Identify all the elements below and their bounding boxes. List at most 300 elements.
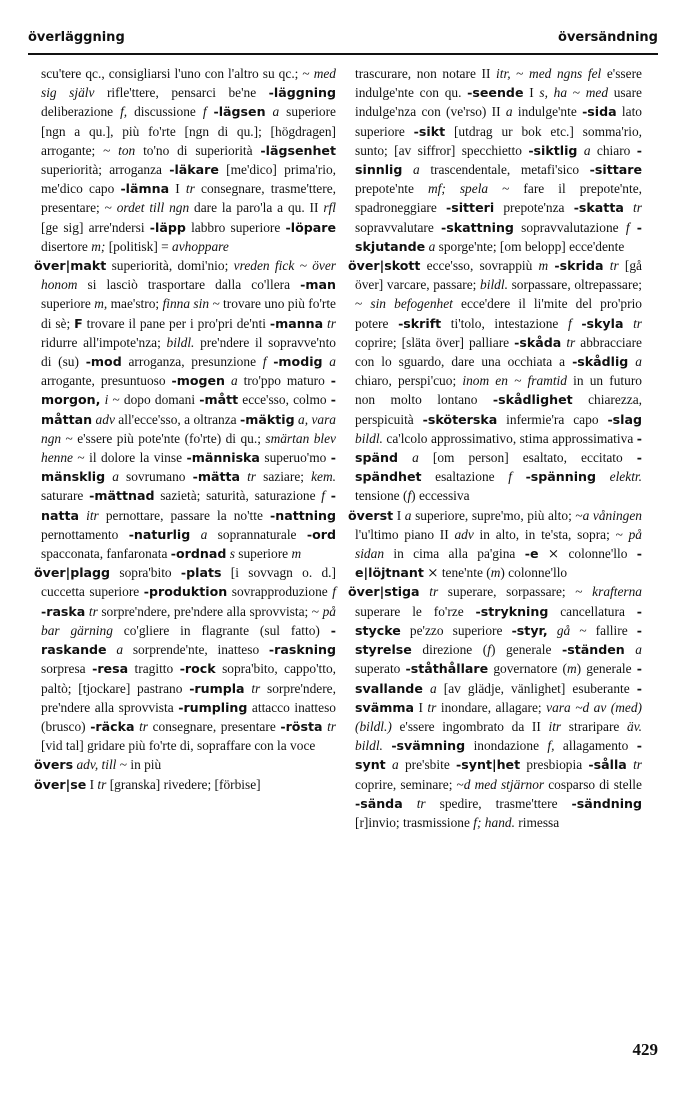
entry-text <box>625 642 636 657</box>
entry-text: in cima alla pa'gina <box>384 546 525 562</box>
entry-text: sovrumano <box>118 469 193 485</box>
entry-text: I <box>523 85 540 101</box>
entry-text: chiaro <box>590 142 637 158</box>
entry-text: prepote'nte <box>355 181 428 197</box>
entry-text: [utdrag ur bok etc.] somma'rio, sunto; [av siffror] specchietto <box>355 123 642 158</box>
entry-text: prepote'nza <box>494 200 574 216</box>
headword: -läkare <box>169 162 219 178</box>
entry-text: cosparso di stelle <box>544 776 642 792</box>
italic-text: tr <box>633 757 642 773</box>
header-right-guide-word: översändning <box>558 30 658 45</box>
entry-text: superiore [ngn a qu.], più fo'rte [ngn di qu.]; [högdragen] arrogante; ~ <box>41 104 336 158</box>
headword: -skatta <box>573 200 624 216</box>
headword: -morgon, <box>41 373 336 408</box>
entry-text <box>398 450 412 465</box>
entry-text: pe'zzo superiore <box>400 622 512 638</box>
headword: -nattning <box>270 507 336 523</box>
headword: -lägsenhet <box>260 142 336 158</box>
headword: -synt <box>355 738 642 773</box>
entry-text: [vid tal] gridare più fo'rte di, sopraffare con la voce <box>41 738 316 754</box>
entry-text: infermie'ra capo <box>497 411 608 427</box>
headword: -sittare <box>589 162 642 178</box>
headword: -manna <box>269 315 324 331</box>
italic-text: f, <box>120 104 128 120</box>
entry-text: coprire; [släta över] palliare <box>355 334 515 350</box>
entry-text: ecce'sso, sovrappiù <box>420 258 539 274</box>
entry-text: superiore, supre'mo, più alto; ~ <box>411 507 583 523</box>
italic-text: f <box>625 219 630 235</box>
headword: -ständen <box>561 642 625 658</box>
entry-text: pre'sbite <box>398 757 457 773</box>
entry-text: [gå över] varcare, passare; <box>355 258 642 293</box>
entry-text: trovare uno più fo'rte di sè; <box>41 296 336 331</box>
headword: -rock <box>179 661 216 677</box>
entry-text: discussione <box>127 104 203 120</box>
italic-text: m <box>291 546 302 562</box>
entry-text: sovrapproduzione <box>227 584 333 600</box>
entry-text: soprannaturale <box>207 526 307 542</box>
italic-text: a <box>329 354 336 370</box>
italic-text: finna sin ~ <box>162 296 220 312</box>
entry-text: chiarezza, perspicuità <box>355 392 642 427</box>
entry-text: saziare; <box>256 469 312 485</box>
italic-text: itr <box>86 507 99 523</box>
headword: -mogen <box>171 373 226 389</box>
italic-text: adv <box>95 411 115 427</box>
headword: -måttan <box>41 392 336 427</box>
entry-text: superato <box>355 661 406 677</box>
italic-text: f <box>567 315 572 331</box>
italic-text: mf; spela <box>427 181 489 197</box>
entry-text: [me'dico] prima'rio, me'dico capo <box>41 162 336 197</box>
entry-text <box>190 527 200 542</box>
italic-text: elektr. <box>609 469 642 485</box>
entry-text: pernottare, passare la no'tte <box>98 507 270 523</box>
headword: -sinnlig <box>355 142 643 178</box>
headword: -lägsen <box>213 104 266 120</box>
entry-text: labbro superiore <box>185 219 286 235</box>
headword: -raskande <box>41 622 336 658</box>
entry-text: e'ssere indulge'nte con qu. <box>355 66 642 101</box>
italic-text: i <box>104 392 109 408</box>
headword: -styrelse <box>355 622 642 658</box>
entry-text: co'gliere in flagrante (sul fatto) <box>112 622 331 638</box>
italic-text: ton <box>118 142 136 158</box>
headword: -sitteri <box>446 200 495 216</box>
entry-text: sazietà; saturità, saturazione <box>154 488 322 504</box>
entry-text: superare le fo'rze <box>355 603 476 619</box>
entry-text: tro'ppo maturo <box>237 373 331 389</box>
entry-text: [av glädje, vänlighet] esuberante <box>436 680 637 696</box>
italic-text: gå <box>556 622 571 638</box>
headword: -sida <box>582 104 617 120</box>
italic-text: a <box>413 162 420 178</box>
entry-text: ) eccessiva <box>411 488 470 504</box>
entry-text: tragitto <box>128 661 180 677</box>
running-header <box>28 26 658 48</box>
entry-text: straripare <box>561 718 627 734</box>
entry-text: e'ssere ingombrato da II <box>391 718 549 734</box>
italic-text: m, <box>94 296 108 312</box>
dictionary-entry <box>34 256 336 563</box>
italic-text: a <box>505 104 513 120</box>
headword: -rumpling <box>178 699 248 715</box>
italic-text: a <box>272 104 280 120</box>
entry-text: dare la paro'la a qu. II <box>189 200 324 216</box>
headword: -stycke <box>355 603 642 638</box>
entry-text: in alto, in te'sta, sopra; ~ <box>473 526 629 542</box>
entry-text <box>623 316 633 331</box>
entry-text: direzione ( <box>411 642 488 658</box>
headword: -mättnad <box>89 488 155 504</box>
headword: -e|löjtnant <box>355 546 642 581</box>
italic-text: tr <box>633 315 642 331</box>
entry-text: deliberazione <box>41 104 121 120</box>
dictionary-entry <box>34 775 336 794</box>
entry-text: superiore <box>41 296 95 312</box>
headword: över|plagg <box>34 565 111 581</box>
headword: -sköterska <box>422 411 498 427</box>
headword: -plats <box>180 565 222 581</box>
italic-text: bildl. <box>480 277 508 293</box>
entry-text: l'u'ltimo piano II <box>355 526 455 542</box>
entry-text: trascendentale, metafi'sico <box>419 162 590 178</box>
italic-text: vreden fick ~ över honom <box>41 258 336 293</box>
headword: -raskning <box>268 642 336 658</box>
italic-text: tr <box>429 584 439 600</box>
italic-text: f <box>332 584 337 600</box>
entry-text: ecce'sso, colmo <box>238 392 331 408</box>
headword: -modig <box>273 354 323 370</box>
headword: -seende <box>467 85 524 101</box>
entry-text: sorpre'ndere, pre'ndere alla sprovvista <box>41 680 336 715</box>
left-column <box>34 64 336 794</box>
italic-text: avhoppare <box>172 238 229 254</box>
entry-text: governatore ( <box>488 661 567 677</box>
headword: överst <box>348 507 394 523</box>
italic-text: äv. bildl. <box>355 718 642 754</box>
headword: -mod <box>85 354 122 370</box>
headword: -slag <box>607 411 642 427</box>
italic-text: adv, till <box>76 757 117 773</box>
entry-text: arroganza, presunzione <box>121 354 263 370</box>
italic-text: med sig själv <box>41 66 336 101</box>
entry-text: I <box>86 776 98 792</box>
italic-text: f, <box>547 738 555 754</box>
entry-text: usare indulge'nza con (ve'rso) II <box>355 85 642 120</box>
headword: -svämning <box>391 738 466 754</box>
entry-text <box>402 162 413 177</box>
headword: -produktion <box>143 584 228 600</box>
headword: -skådlig <box>572 354 629 370</box>
headword: -skjutande <box>355 219 642 254</box>
headword: övers <box>34 757 74 773</box>
entry-text: [ge sig] arre'ndersi <box>41 219 150 235</box>
italic-text: bildl. <box>166 334 195 350</box>
entry-text: rifle'ttere, pensarci be'ne <box>94 85 269 101</box>
entry-text <box>630 220 637 235</box>
italic-text: med <box>585 85 609 101</box>
entry-text <box>420 584 430 599</box>
entry-text <box>240 469 247 484</box>
entry-text: ⨯ colonne'llo <box>538 546 637 562</box>
headword: -svämma <box>355 680 642 715</box>
italic-text: a, vara ngn <box>41 411 336 446</box>
entry-text: cancellatura <box>548 603 637 619</box>
entry-text: inondare, allagare; <box>436 699 547 715</box>
italic-text: a våningen <box>582 507 642 523</box>
headword: -mått <box>199 392 239 408</box>
entry-text: tensione ( <box>355 488 408 504</box>
entry-text: disertore <box>41 238 92 254</box>
entry-text: spacconata, fanfaronata <box>41 546 171 562</box>
headword: -räcka <box>90 718 135 734</box>
italic-text: a <box>112 469 119 485</box>
dictionary-entry <box>348 506 642 583</box>
headword: -skådlighet <box>492 392 573 408</box>
entry-text: sopravvalutazione <box>513 219 626 235</box>
entry-text: spedire, trasme'ttere <box>425 795 572 811</box>
entry-text: all'ecce'sso, a oltranza <box>114 411 241 427</box>
headword: -resa <box>92 661 129 677</box>
headword: -siktlig <box>528 142 578 158</box>
italic-text: a <box>635 642 642 658</box>
entry-text: sopra'bito, cappo'tto, paltò; [tjockare] pastrano <box>41 661 337 696</box>
entry-text: pre'ndere il sopravve'nto di (su) <box>41 334 336 370</box>
headword: -löpare <box>285 219 337 235</box>
page-number: 429 <box>632 1040 658 1059</box>
italic-text: itr <box>548 718 562 734</box>
italic-text: adv <box>454 526 474 542</box>
right-column <box>348 64 642 832</box>
entry-text: inondazione <box>465 738 548 754</box>
headword: F <box>74 315 83 331</box>
italic-text: itr, <box>496 66 511 81</box>
entry-text: sorpre'ndere, pre'ndere alla sprovvista; ~ <box>97 603 323 619</box>
italic-text: a <box>583 142 591 158</box>
headword: -läggning <box>268 85 336 101</box>
header-rule <box>28 53 658 55</box>
italic-text: a <box>404 507 412 523</box>
headword: över|stiga <box>348 584 420 600</box>
entry-text: sorprende'nte, inatteso <box>123 642 269 658</box>
entry-text: sorpresa <box>41 661 93 677</box>
headword: -mäktig <box>240 411 295 427</box>
entry-text: ⨯ tene'nte ( <box>423 565 491 581</box>
entry-text <box>572 316 582 331</box>
headword: -ord <box>306 526 336 542</box>
italic-text: s <box>229 546 235 562</box>
dictionary-entry <box>34 563 336 755</box>
italic-text: på bar gärning <box>41 603 336 638</box>
entry-text: [i sovvagn o. d.] cuccetta superiore <box>41 565 336 600</box>
entry-text: superiorità, domi'nio; <box>106 258 234 274</box>
entry-text: [om person] esaltato, eccitato <box>418 450 637 466</box>
header-left-guide-word: överläggning <box>28 30 125 45</box>
entry-text: attacco inatteso (brusco) <box>41 699 336 734</box>
headword: -strykning <box>475 603 549 619</box>
italic-text: f <box>487 642 492 658</box>
dictionary-entry <box>34 64 336 256</box>
entry-text: ~ fallire <box>570 622 637 638</box>
entry-text: ca'lcolo approssimativo, stima approssimativa <box>382 430 637 446</box>
italic-text: f <box>262 354 267 370</box>
entry-text <box>596 469 610 484</box>
entry-text <box>512 469 526 484</box>
entry-text: ) generale <box>576 661 637 677</box>
italic-text: bildl. <box>355 430 383 446</box>
italic-text: a <box>116 642 124 658</box>
italic-text: a <box>428 238 436 254</box>
entry-text <box>548 623 557 638</box>
entry-text: ~ e'ssere più pote'nte (fo'rte) di qu.; <box>61 430 266 446</box>
italic-text: sin befogenhet <box>370 296 453 312</box>
italic-text: smärtan blev henne <box>41 430 336 466</box>
headword: -natta <box>41 488 336 523</box>
entry-text: indulge'nte <box>512 104 583 120</box>
headword: -raska <box>41 603 86 619</box>
headword: -människa <box>186 450 260 466</box>
italic-text: tr <box>327 718 336 734</box>
italic-text: a <box>200 526 208 542</box>
headword: -spänning <box>525 469 597 485</box>
entry-text: ) generale <box>491 642 562 658</box>
entry-text: sorpassare, oltrepassare; ~ <box>355 277 642 312</box>
italic-text: tr <box>97 776 107 792</box>
italic-text: a <box>429 680 437 696</box>
headword: -man <box>300 277 336 293</box>
headword: över|se <box>34 776 87 792</box>
italic-text: m <box>538 258 549 274</box>
entry-text: I <box>393 507 405 523</box>
entry-text: ecce'dere il li'mite del pro'prio potere <box>355 296 642 331</box>
entry-text: sopra'bito <box>110 565 181 581</box>
entry-text: superiore <box>234 546 292 562</box>
entry-text: abbracciare con lo sguardo, dare una occhiata a <box>355 334 642 370</box>
italic-text: f <box>321 488 326 504</box>
italic-text: m <box>490 565 501 581</box>
headword: -styr, <box>511 622 548 638</box>
headword: -lämna <box>120 181 170 197</box>
italic-text: på sidan <box>355 526 642 562</box>
entry-text: I <box>169 181 186 197</box>
headword: -skrift <box>398 315 442 331</box>
entry-text: [granska] rivedere; [förbise] <box>106 776 261 792</box>
headword: -naturlig <box>128 526 191 542</box>
headword: -spänd <box>355 430 642 466</box>
entry-text: consegnare, trasme'ttere, presentare; ~ <box>41 181 336 216</box>
headword: -e <box>524 546 539 562</box>
entry-text: arrogante, presuntuoso <box>41 373 172 389</box>
entry-text: allagamento <box>554 738 637 754</box>
entry-text: trovare il pane per i pro'pri de'nti <box>82 315 270 331</box>
italic-text: a <box>230 373 238 389</box>
entry-text: ~ in più <box>116 757 162 773</box>
headword: -rumpla <box>189 680 245 696</box>
italic-text: med ngns fel <box>529 66 602 81</box>
dictionary-entry <box>34 755 336 774</box>
entry-text <box>266 104 273 119</box>
entry-text: superiorità; arroganza <box>41 162 170 178</box>
entry-text: ~ il dolore la vinse <box>72 450 187 466</box>
headword: -sändning <box>571 795 642 811</box>
headword: över|skott <box>348 258 421 274</box>
italic-text: vara ~d av (med) (bildl.) <box>355 699 643 734</box>
italic-text: s, ha <box>539 85 568 101</box>
headword: -sålla <box>588 757 627 773</box>
entry-text: ~ fare il prepote'nte, spadroneggiare <box>355 181 643 216</box>
entry-text: superuo'mo <box>259 450 331 466</box>
headword: -ståthållare <box>405 661 489 677</box>
entry-text: ~ dopo domani <box>108 392 200 408</box>
headword: -skyla <box>581 315 624 331</box>
italic-text: inom en ~ framtid <box>462 373 567 389</box>
entry-text: consegnare, presentare <box>148 718 281 734</box>
italic-text: tr <box>416 795 426 811</box>
italic-text: ordet till ngn <box>116 200 190 216</box>
entry-text: chiaro, perspi'cuo; <box>355 373 463 389</box>
italic-text: tr <box>327 315 336 331</box>
italic-text: tr <box>88 603 98 619</box>
entry-text: superare, sorpassare; ~ <box>438 584 593 600</box>
dictionary-entry <box>348 582 642 832</box>
entry-text: pernottamento <box>41 526 129 542</box>
italic-text: rfl <box>323 200 336 216</box>
italic-text: a <box>412 450 419 466</box>
entry-text: in un futuro non molto lontano <box>355 373 642 408</box>
entry-text: to'no di superiorità <box>135 142 261 158</box>
entry-text: ) colonne'llo <box>500 565 568 581</box>
italic-text: tr <box>633 200 642 216</box>
entry-text: saturare <box>41 488 90 504</box>
entry-text: lato superiore <box>355 104 642 139</box>
italic-text: m <box>566 661 577 677</box>
headword: över|makt <box>34 258 107 274</box>
headword: -skrida <box>554 258 604 274</box>
entry-text: coprire, seminare; ~ <box>355 776 464 792</box>
entry-text: ti'tolo, intestazione <box>441 315 568 331</box>
entry-text: si lasciò trasportare dalla co'llera <box>77 277 301 293</box>
italic-text: krafterna <box>592 584 643 600</box>
headword: -rösta <box>280 718 323 734</box>
dictionary-entry <box>348 64 642 256</box>
entry-text: mae'stro; <box>107 296 163 312</box>
headword: -läpp <box>149 219 186 235</box>
headword: -spändhet <box>355 450 642 485</box>
italic-text: tr <box>609 258 619 274</box>
entry-text: trascurare, non notare II <box>355 66 497 81</box>
italic-text: d med stjärnor <box>463 776 545 792</box>
dictionary-entry <box>348 256 642 506</box>
headword: -sända <box>355 795 403 811</box>
italic-text: f; hand. <box>473 814 515 830</box>
entry-text: esaltazione <box>421 469 509 485</box>
headword: -ordnad <box>170 546 227 562</box>
italic-text: tr <box>139 718 149 734</box>
headword: -svallande <box>355 661 642 696</box>
italic-text: tr <box>566 334 576 350</box>
italic-text: a <box>635 354 642 370</box>
italic-text: kem. <box>311 469 336 485</box>
italic-text: f <box>407 488 412 504</box>
entry-text: rimessa <box>514 814 560 830</box>
headword: -mänsklig <box>41 450 336 485</box>
entry-text: sopravvalutare <box>355 219 442 235</box>
italic-text: f <box>508 469 512 485</box>
italic-text: tr <box>251 680 261 696</box>
headword: -synt|het <box>456 757 521 773</box>
entry-text: [r]invio; trasmissione <box>355 814 474 830</box>
